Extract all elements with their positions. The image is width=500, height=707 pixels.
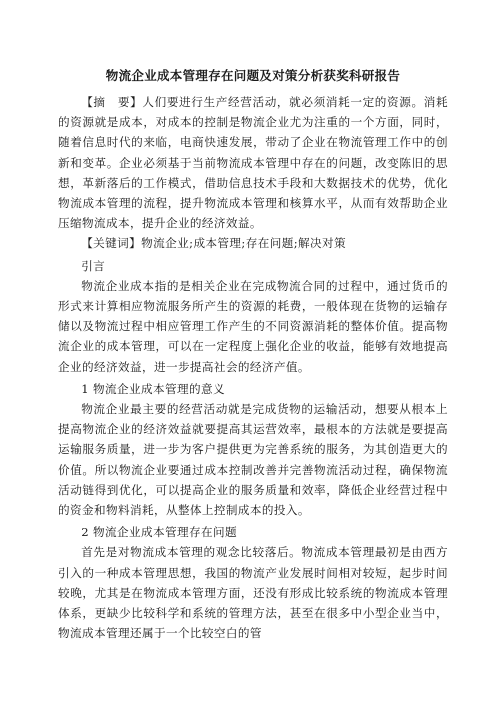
intro-heading: 引言 [81,258,106,273]
section2-paragraph: 首先是对物流成本管理的观念比较落后。物流成本管理最初是由西方引入的一种成本管理思想，我国的物流产业发展时间相对较短，起步时间较晚，尤其是在物流成本管理方面，还没有形成比较系统的物流成本管理体系，更缺少比较科学和系统的管理方法，甚至在很多中小型企业当中，物流成本管理还属于一个比较空白的管 [58,545,448,641]
intro-paragraph: 物流企业成本指的是相关企业在完成物流合同的过程中，通过货币的形式来计算相应物流服务所产生的资源的耗费，一般体现在货物的运输存储以及物流过程中相应管理工作产生的不同资源消耗的整体价值。提高物流企业的成本管理，可以在一定程度上强化企业的收益，能够有效地提高企业的经济效益，进一步提高社会的经济产值。 [58,278,448,374]
abstract-paragraph [58,92,448,233]
section1-paragraph: 物流企业最主要的经营活动就是完成货物的运输活动，想要从根本上提高物流企业的经济效益就要提高其运营效率，最根本的方法就是要提高运输服务质量，进一步为客户提供更为完善系统的服务，为其创造更大的价值。所以物流企业要通过成本控制改善并完善物流活动过程，确保物流活动链得到优化，可以提高企业的服务质量和效率，降低企业经营过程中的资金和物料消耗，从整体上控制成本的投入。 [58,402,448,518]
document-title: 物流企业成本管理存在问题及对策分析获奖科研报告 [105,68,401,83]
section2-heading: 2 物流企业成本管理存在问题 [81,525,237,540]
keywords-line: 【关键词】物流企业;成本管理;存在问题;解决对策 [81,236,346,251]
section1-heading: 1 物流企业成本管理的意义 [81,381,225,396]
abstract-text: 人们要进行生产经营活动，就必须消耗一定的资源。消耗的资源就是成本，对成本的控制是物流企业尤为注重的一个方面，同时，随着信息时代的来临，电商快速发展，带动了企业在物流管理工作中的创新和变革。企业必须基于当前物流成本管理中存在的问题，改变陈旧的思想，革新落后的工作模式，借助信息技术手段和大数据技术的优势，优化物流成本管理的流程，提升物流成本管理和核算水平，从而有效帮助企业压缩物流成本，提升企业的经济效益。 [58,95,448,231]
abstract-label: 【摘 要】 [81,95,143,109]
